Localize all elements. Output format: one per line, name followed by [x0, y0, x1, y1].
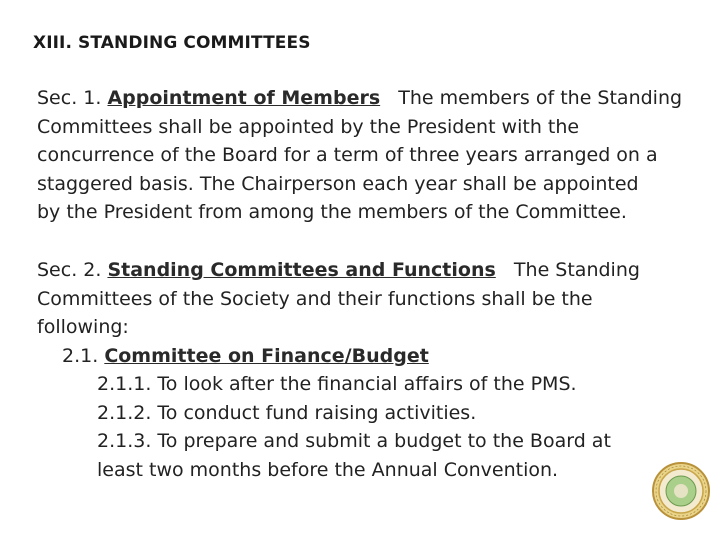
item-2-1-3-cont: least two months before the Annual Convention. — [97, 458, 559, 481]
subsection-2-1 — [37, 342, 687, 371]
sec2-label: Sec. 2. — [37, 259, 102, 281]
sec2-line-0: The Standing — [513, 259, 640, 281]
sec2-line-2: following: — [37, 316, 129, 338]
sec1-first-line — [37, 84, 687, 113]
sec1-line-3: staggered basis. The Chairperson each year shall be appointed — [37, 172, 639, 195]
section-2 — [37, 256, 687, 484]
sec1-line-2: concurrence of the Board for a term of three years arranged on a — [37, 144, 658, 166]
society-seal-icon — [652, 462, 710, 520]
sec1-line-1: Committees shall be appointed by the President with the — [37, 115, 580, 138]
item-2-1-2: 2.1.2. To conduct fund raising activities. — [97, 401, 477, 424]
sub-label: 2.1. — [62, 344, 99, 367]
section-1 — [37, 84, 687, 227]
seal-graphic — [652, 462, 710, 520]
sec2-line-1: Committees of the Society and their functions shall be the — [37, 287, 593, 310]
sec2-title: Standing Committees and Functions — [107, 259, 496, 281]
sec1-line-4: by the President from among the members of the Committee. — [37, 201, 627, 223]
sec1-title: Appointment of Members — [107, 87, 381, 109]
item-2-1-1: 2.1.1. To look after the financial affairs of the PMS. — [97, 373, 577, 395]
item-2-1-3: 2.1.3. To prepare and submit a budget to the Board at — [97, 430, 611, 452]
sec1-label: Sec. 1. — [37, 87, 102, 109]
section-heading: XIII. STANDING COMMITTEES — [33, 33, 311, 53]
sec1-line-0: The members of the Standing — [398, 87, 683, 109]
sec2-first-line — [37, 256, 687, 285]
sub-title: Committee on Finance/Budget — [104, 344, 429, 367]
